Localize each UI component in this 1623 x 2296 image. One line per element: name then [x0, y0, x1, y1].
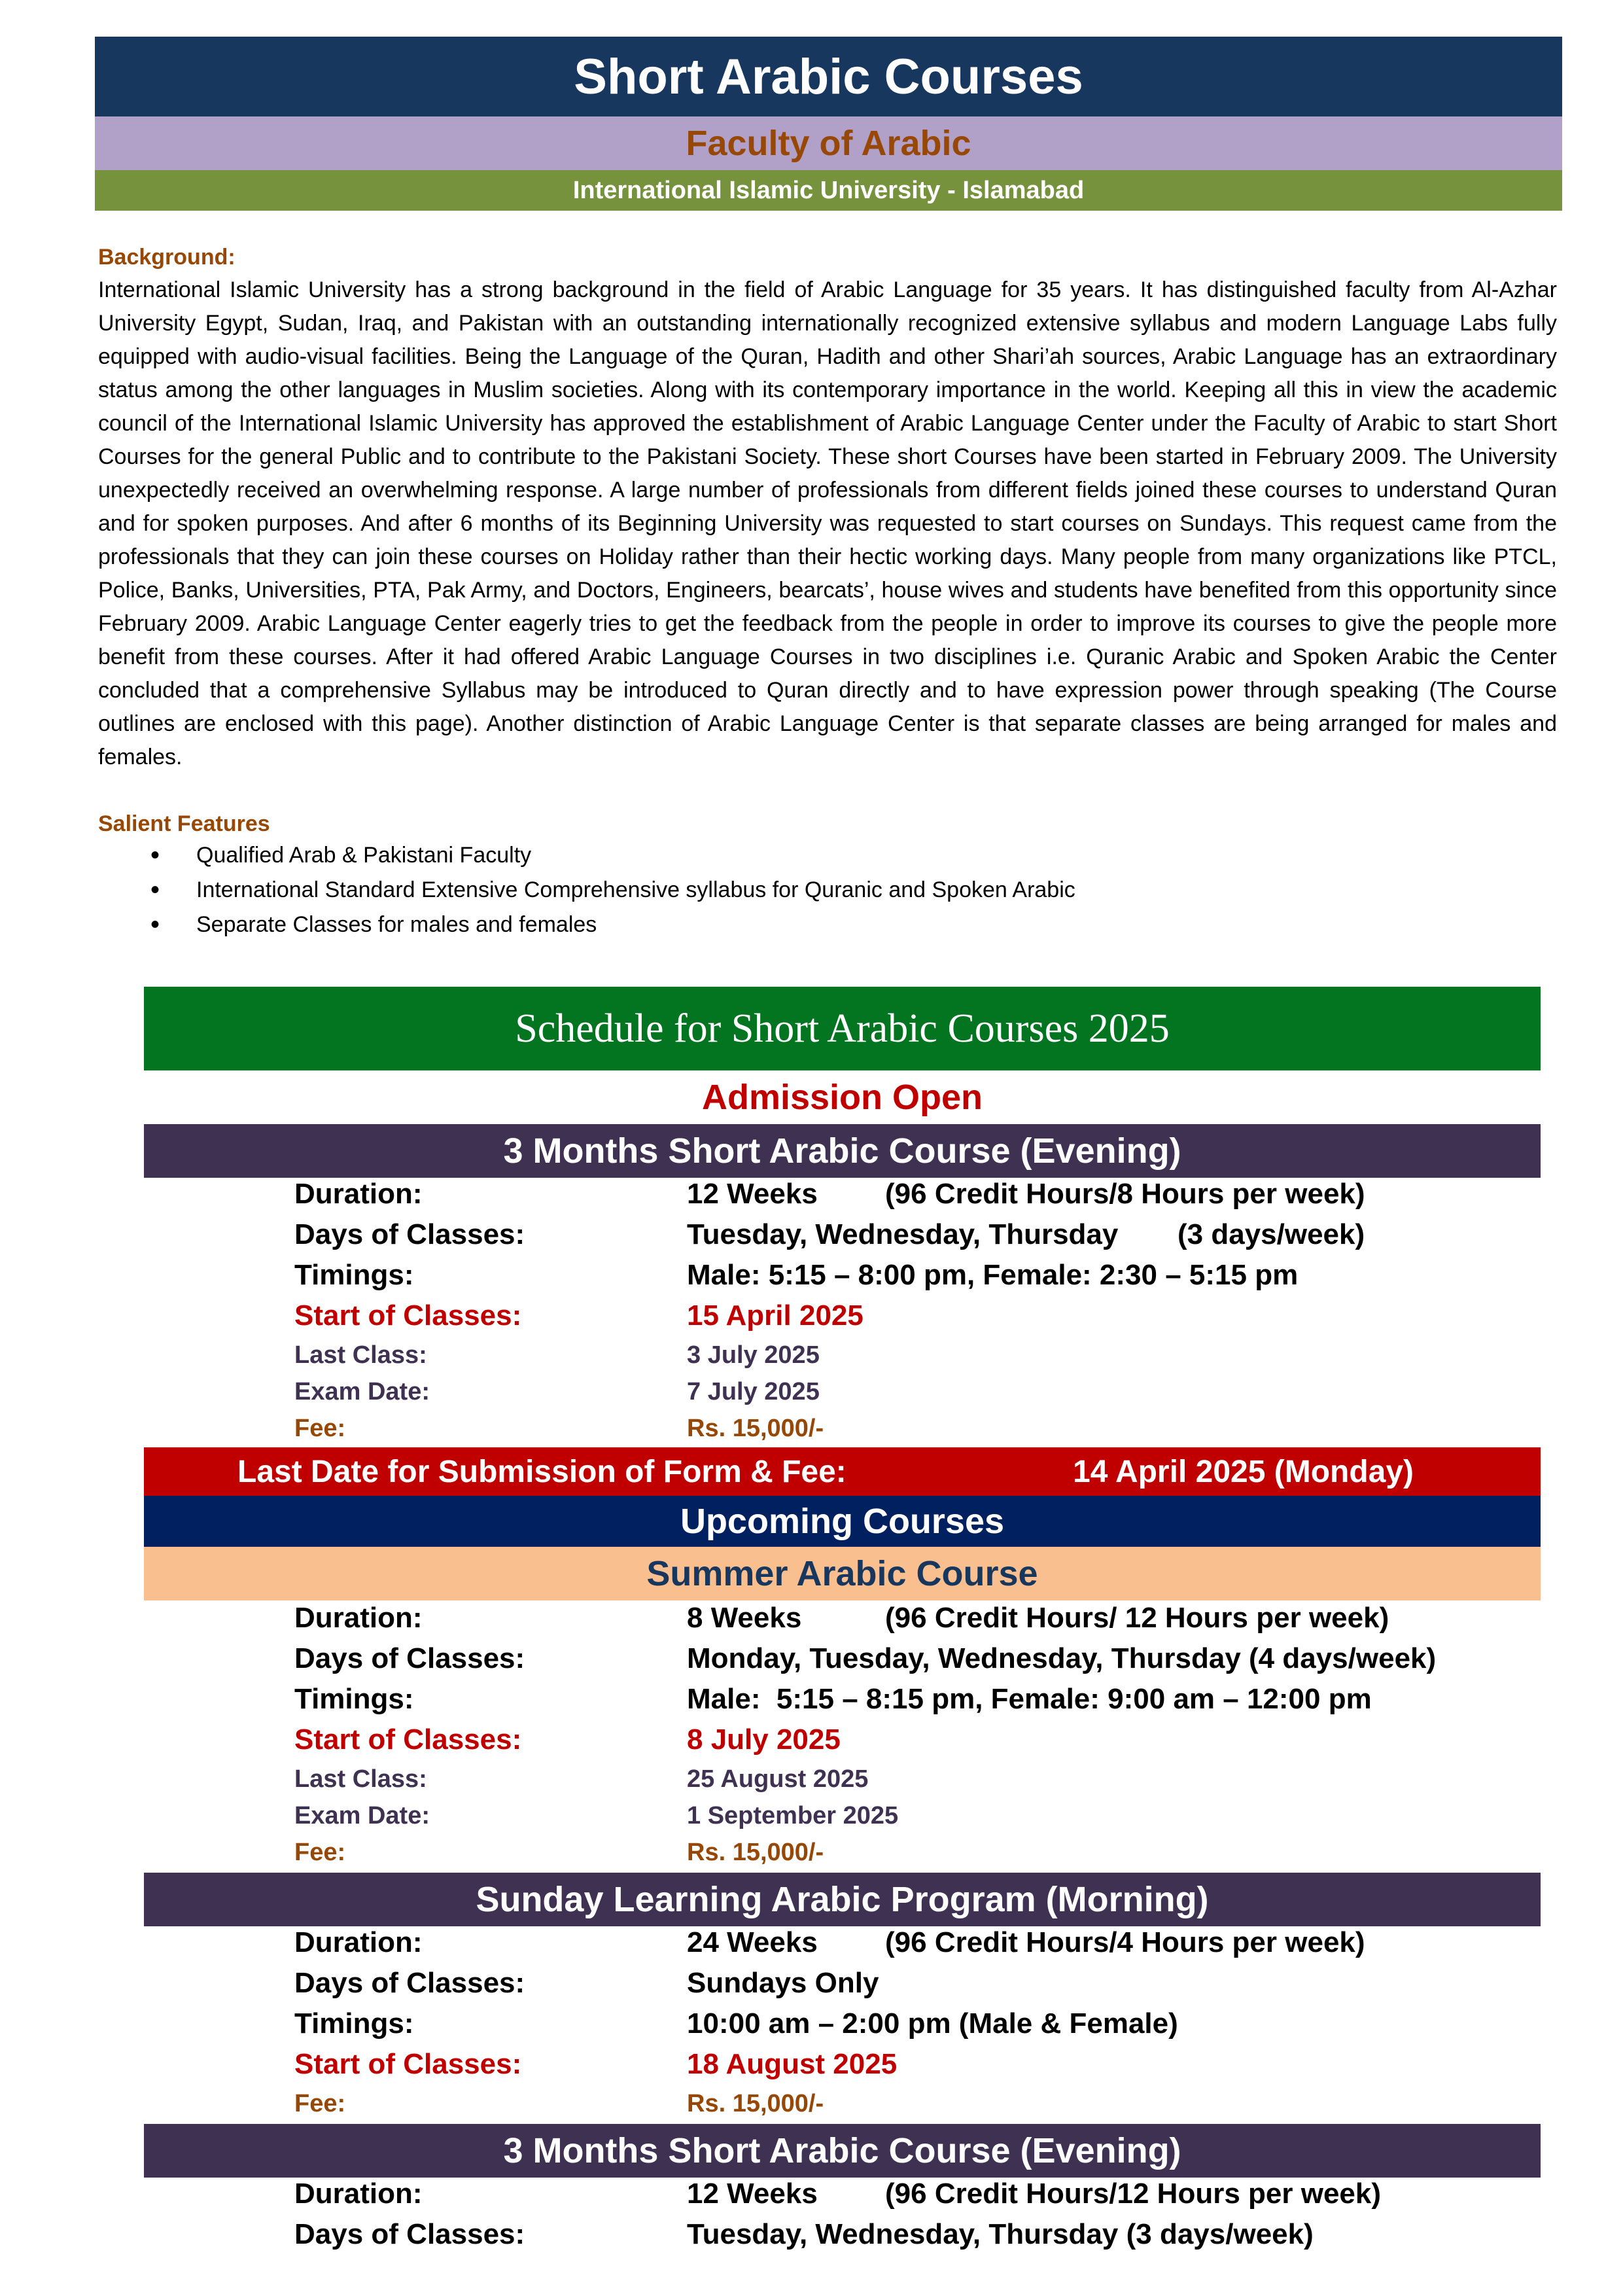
- course2-title: 3 Months Short Arabic Course (Evening): [144, 2124, 1541, 2178]
- last-class-value: 3 July 2025: [687, 1341, 820, 1369]
- duration-label: Duration:: [294, 1602, 423, 1634]
- course1-title: 3 Months Short Arabic Course (Evening): [144, 1124, 1541, 1178]
- days-label: Days of Classes:: [294, 1642, 525, 1674]
- background-text: International Islamic University has a strong background in the field of Arabic Language for 35 years. It has distinguished faculty from Al-Azhar University Egypt, Sudan, Iraq, and Pakistan with an outstanding internationally recognized extensive syllabus and modern Language Labs fully equipped with audio-visual facilities. Being the Language of the Quran, Hadith and other Shari’ah sources, Arabic Language has an extraordinary status among the other languages in Muslim societies. Along with its contemporary importance in the world. Keeping all this in view the academic council of the International Islamic University has approved the establishment of Arabic Language Center under the Faculty of Arabic to start Short Courses for the general Public and to contribute to the Pakistani Society. These short Courses have been started in February 2009. The University unexpectedly received an overwhelming response. A large number of professionals from different fields joined these courses to understand Quran and for spoken purposes. And after 6 months of its Beginning University was requested to start courses on Sundays. This request came from the professionals that they can join these courses on Holiday rather than their hectic working days. Many people from many organizations like PTCL, Police, Banks, Universities, PTA, Pak Army, and Doctors, Engineers, bearcats’, house wives and students have benefited from this opportunity since February 2009. Arabic Language Center eagerly tries to get the feedback from the people in order to improve its courses to give the people more benefit from these courses. After it had offered Arabic Language Courses in two disciplines i.e. Quranic Arabic and Spoken Arabic the Center concluded that a comprehensive Syllabus may be introduced to Quran directly and to have expression power through speaking (The Course outlines are enclosed with this page). Another distinction of Arabic Language Center is that separate classes are being arranged for males and females.: [98, 277, 1557, 769]
- timings-value: 10:00 am – 2:00 pm (Male & Female): [687, 2007, 1178, 2040]
- duration-value: 12 Weeks: [687, 2178, 818, 2210]
- exam-label: Exam Date:: [294, 1378, 430, 1405]
- days-label: Days of Classes:: [294, 2218, 525, 2250]
- timings-label: Timings:: [294, 2007, 414, 2040]
- start-label: Start of Classes:: [294, 2048, 522, 2080]
- days-label: Days of Classes:: [294, 1218, 525, 1250]
- upcoming-courses-heading: Upcoming Courses: [144, 1496, 1541, 1547]
- schedule-title: Schedule for Short Arabic Courses 2025: [144, 987, 1541, 1070]
- admission-open-heading: Admission Open: [144, 1070, 1541, 1124]
- start-label: Start of Classes:: [294, 1299, 522, 1332]
- exam-label: Exam Date:: [294, 1802, 430, 1829]
- duration-value: 24 Weeks: [687, 1926, 818, 1958]
- faculty-heading: Faculty of Arabic: [95, 116, 1562, 170]
- background-label: Background:: [98, 245, 236, 270]
- days-per-week: (3 days/week): [1178, 1218, 1365, 1250]
- sunday-program-title: Sunday Learning Arabic Program (Morning): [144, 1873, 1541, 1926]
- start-label: Start of Classes:: [294, 1723, 522, 1756]
- duration-credit-hours: (96 Credit Hours/12 Hours per week): [885, 2178, 1382, 2210]
- fee-value: Rs. 15,000/-: [687, 1415, 824, 1442]
- fee-value: Rs. 15,000/-: [687, 1839, 824, 1866]
- duration-credit-hours: (96 Credit Hours/8 Hours per week): [885, 1178, 1365, 1210]
- timings-value: Male: 5:15 – 8:00 pm, Female: 2:30 – 5:15 pm: [687, 1259, 1299, 1291]
- fee-label: Fee:: [294, 2090, 346, 2117]
- days-value: Tuesday, Wednesday, Thursday (3 days/week): [687, 2218, 1314, 2250]
- university-heading: International Islamic University - Islamabad: [95, 170, 1562, 211]
- last-date-value: 14 April 2025 (Monday): [1073, 1454, 1414, 1489]
- last-class-value: 25 August 2025: [687, 1765, 869, 1793]
- fee-value: Rs. 15,000/-: [687, 2090, 824, 2117]
- exam-value: 7 July 2025: [687, 1378, 820, 1405]
- duration-label: Duration:: [294, 1178, 423, 1210]
- duration-label: Duration:: [294, 2178, 423, 2210]
- start-value: 15 April 2025: [687, 1299, 864, 1332]
- duration-value: 8 Weeks: [687, 1602, 802, 1634]
- list-item: • Separate Classes for males and females: [196, 908, 1075, 942]
- last-class-label: Last Class:: [294, 1341, 427, 1369]
- duration-credit-hours: (96 Credit Hours/ 12 Hours per week): [885, 1602, 1389, 1634]
- last-date-banner: [144, 1447, 1541, 1496]
- timings-value: Male: 5:15 – 8:15 pm, Female: 9:00 am – 12:00 pm: [687, 1683, 1372, 1715]
- days-value: Tuesday, Wednesday, Thursday: [687, 1218, 1119, 1250]
- summer-course-title: Summer Arabic Course: [144, 1547, 1541, 1600]
- start-value: 18 August 2025: [687, 2048, 898, 2080]
- duration-credit-hours: (96 Credit Hours/4 Hours per week): [885, 1926, 1365, 1958]
- days-value: Monday, Tuesday, Wednesday, Thursday (4 days/week): [687, 1642, 1437, 1674]
- last-class-label: Last Class:: [294, 1765, 427, 1793]
- start-value: 8 July 2025: [687, 1723, 841, 1756]
- duration-label: Duration:: [294, 1926, 423, 1958]
- timings-label: Timings:: [294, 1259, 414, 1291]
- fee-label: Fee:: [294, 1839, 346, 1866]
- features-label: Salient Features: [98, 811, 270, 836]
- days-label: Days of Classes:: [294, 1967, 525, 1999]
- days-value: Sundays Only: [687, 1967, 879, 1999]
- features-list: [196, 838, 1075, 942]
- timings-label: Timings:: [294, 1683, 414, 1715]
- page-title: Short Arabic Courses: [95, 37, 1562, 116]
- duration-value: 12 Weeks: [687, 1178, 818, 1210]
- list-item: • Qualified Arab & Pakistani Faculty: [196, 838, 1075, 873]
- fee-label: Fee:: [294, 1415, 346, 1442]
- last-date-label: Last Date for Submission of Form & Fee:: [237, 1454, 846, 1489]
- list-item: • International Standard Extensive Comprehensive syllabus for Quranic and Spoken Arabic: [196, 873, 1075, 908]
- exam-value: 1 September 2025: [687, 1802, 899, 1829]
